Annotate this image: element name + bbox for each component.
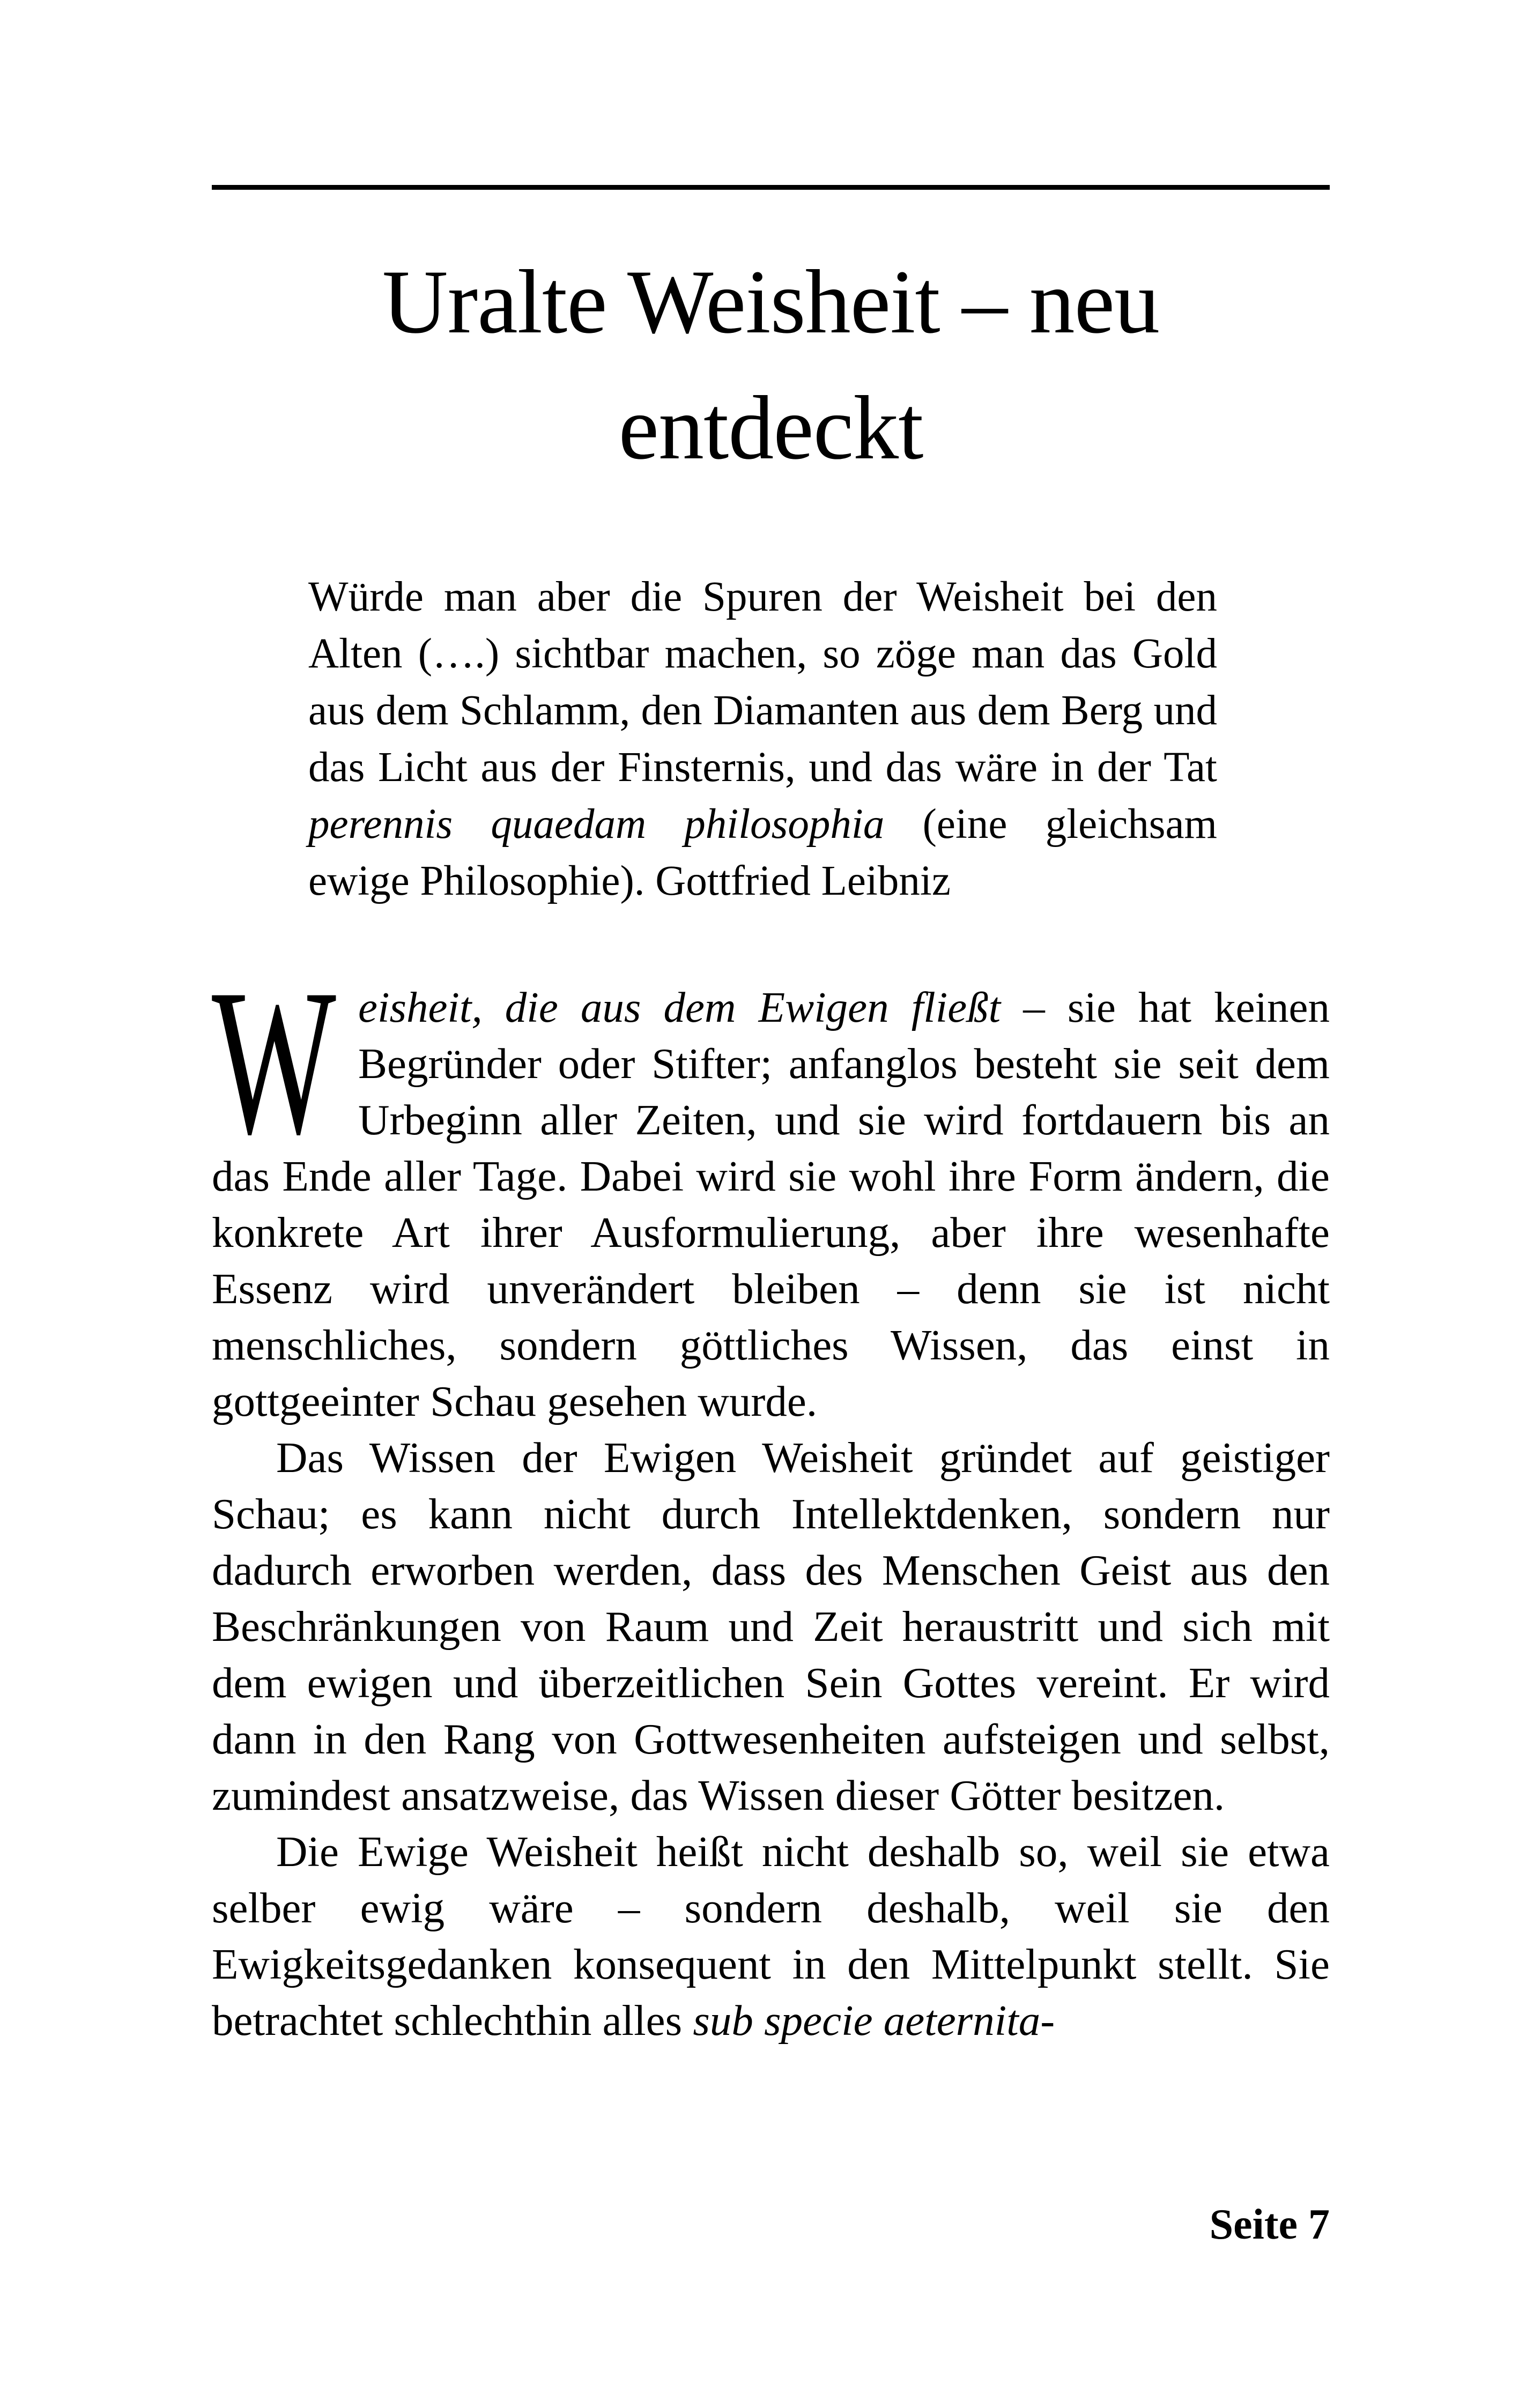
- chapter-title-line-2: entdeckt: [618, 377, 923, 478]
- epigraph-text-after: (eine gleichsam ewige Philosophie). Gottfried Leibniz: [308, 801, 1218, 904]
- paragraph-3-text: Die Ewige Weisheit heißt nicht deshalb so, weil sie etwa selber ewig wäre – sondern deshalb, weil sie den Ewigkeitsgedanken konsequent in den Mittelpunkt stellt. Sie betrachtet schlechthin alles: [212, 1827, 1330, 2045]
- top-rule: [212, 185, 1330, 190]
- dropcap-letter-w: W: [212, 946, 336, 1178]
- body-text: [212, 946, 1330, 2049]
- paragraph-1-text: – sie hat keinen Begründer oder Stifter; anfanglos besteht sie seit dem Urbeginn aller Zeiten, und sie wird fortdauern bis an das Ende aller Tage. Dabei wird sie wohl ihre Form ändern, die konkrete Art ihrer Ausformulierung, aber ihre wesenhafte Essenz wird unverändert bleiben – denn sie ist nicht menschliches, sondern göttliches Wissen, das einst in gottgeeinter Schau gesehen wurde.: [212, 983, 1330, 1425]
- chapter-title: [212, 239, 1330, 491]
- epigraph-text-before: Würde man aber die Spuren der Weisheit bei den Alten (….) sichtbar machen, so zöge man das Gold aus dem Schlamm, den Diamanten aus dem Berg und das Licht aus der Finsternis, und das wäre in der Tat: [308, 574, 1217, 791]
- paragraph-1-italic-lead: eisheit, die aus dem Ewigen fließt: [358, 983, 1001, 1031]
- epigraph-quote: [308, 569, 1217, 910]
- epigraph-latin-phrase: perennis quaedam philosophia: [308, 801, 885, 848]
- paragraph-3: [212, 1824, 1330, 2049]
- paragraph-1: [212, 946, 1330, 1430]
- text-block: [212, 185, 1330, 2049]
- paragraph-3-latin-phrase: sub specie aeternita-: [693, 1996, 1055, 2045]
- chapter-title-line-1: Uralte Weisheit – neu: [382, 251, 1160, 352]
- paragraph-2: Das Wissen der Ewigen Weisheit gründet auf geistiger Schau; es kann nicht durch Intellektdenken, sondern nur dadurch erworben werden, dass des Menschen Geist aus den Beschränkungen von Raum und Zeit heraustritt und sich mit dem ewigen und überzeitlichen Sein Gottes vereint. Er wird dann in den Rang von Gottwesenheiten aufsteigen und selbst, zumindest ansatzweise, das Wissen dieser Götter besitzen.: [212, 1433, 1330, 1819]
- page-number: Seite 7: [1209, 2201, 1330, 2248]
